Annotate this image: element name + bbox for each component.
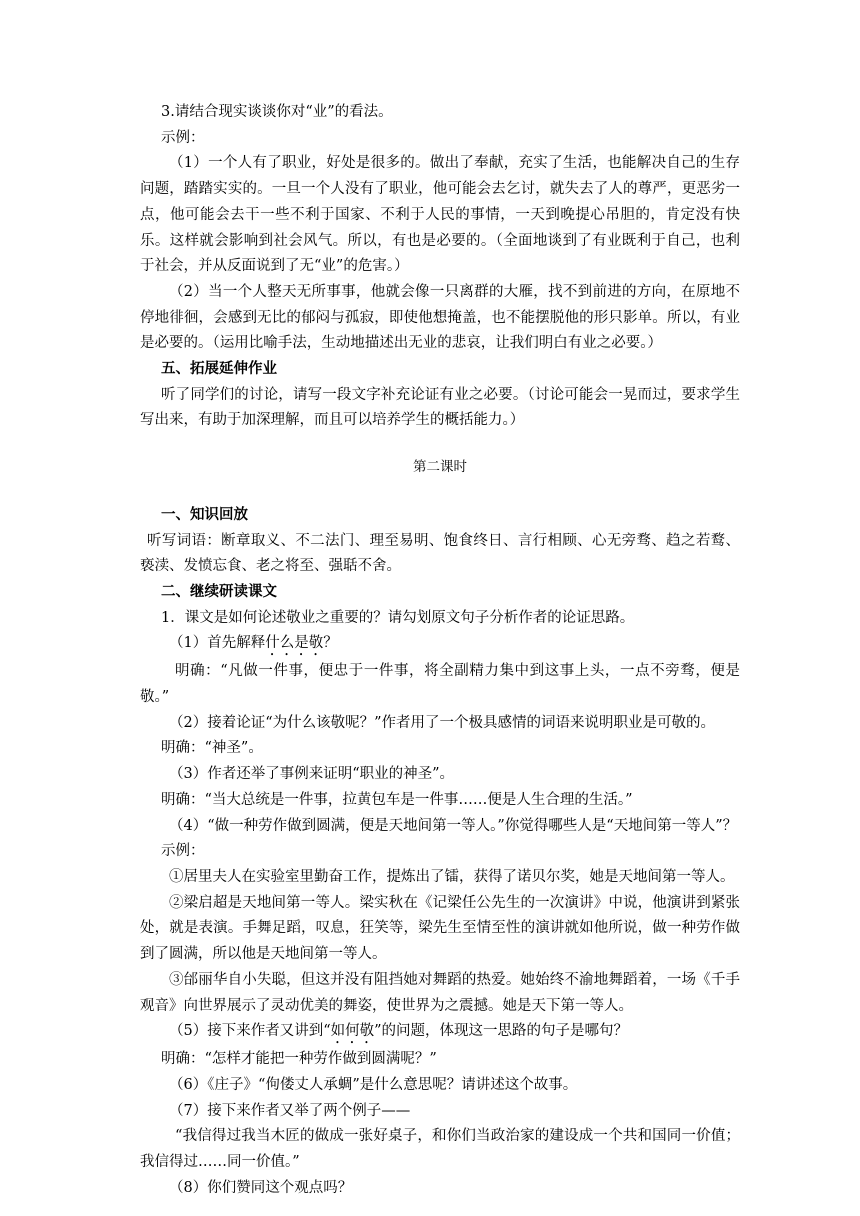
question-1-5-suffix: ”的问题，体现这一思路的句子是哪句？	[374, 1023, 629, 1040]
question-1-1	[140, 631, 740, 659]
extension-task-paragraph: 听了同学们的讨论，请写一段文字补充论证有业之必要。（讨论可能会一晃而过，要求学生写出来，有助于加深理解，而且可以培养学生的概括能力。）	[140, 386, 740, 429]
question-1-7: （7）接下来作者又举了两个例子——	[169, 1102, 411, 1119]
answer-1-1: 明确：“凡做一件事，便忠于一件事，将全副精力集中到这事上头，一点不旁骛，便是敬。”	[140, 663, 740, 706]
example-label-2: 示例：	[161, 843, 205, 860]
section-heading-extension: 五、拓展延伸作业	[161, 361, 277, 378]
question-1-4: （4）“做一种劳作做到圆满，便是天地间第一等人。”你觉得哪些人是“天地间第一等人”？	[169, 817, 738, 834]
question-1: 1．课文是如何论述敬业之重要的？请勾划原文句子分析作者的论证思路。	[161, 609, 635, 626]
example-paragraph-1: （1）一个人有了职业，好处是很多的。做出了奉献，充实了生活，也能解决自己的生存问题，踏踏实实的。一旦一个人没有了职业，他可能会去乞讨，就失去了人的尊严，更恶劣一点，他可能会去干一些不利于国家、不利于人民的事情，一天到晚提心吊胆的，肯定没有快乐。这样就会影响到社会风气。所以，有也是必要的。（全面地谈到了有业既利于自己，也利于社会，并从反面说到了无“业”的危害。）	[140, 155, 740, 275]
example-paragraph-2: （2）当一个人整天无所事事，他就会像一只离群的大雁，找不到前进的方向，在原地不停地徘徊，会感到无比的郁闷与孤寂，即使他想掩盖，也不能摆脱他的形只影单。所以，有业是必要的。（运用比喻手法，生动地描述出无业的悲哀，让我们明白有业之必要。）	[140, 283, 740, 352]
question-3: 3.请结合现实谈谈你对“业”的看法。	[161, 104, 393, 120]
example-tai: ③邰丽华自小失聪，但这并没有阻挡她对舞蹈的热爱。她始终不渝地舞蹈着，一场《千手观音》向世界展示了灵动优美的舞姿，使世界为之震撼。她是天下第一等人。	[140, 971, 740, 1014]
example-liang: ②梁启超是天地间第一等人。梁实秋在《记梁任公先生的一次演讲》中说，他演讲到紧张处，就是表演。手舞足蹈，叹息，狂笑等，梁先生至情至性的演讲就如他所说，做一种劳作做到了圆满，所以他是天地间第一等人。	[140, 894, 740, 963]
lesson-title: 第二课时	[413, 459, 467, 476]
dictation-paragraph: 听写词语：断章取义、不二法门、理至易明、饱食终日、言行相顾、心无旁骛、趋之若鹜、亵渎、发愤忘食、老之将至、强聒不舍。	[140, 532, 740, 575]
document-page	[140, 100, 740, 1201]
question-1-3: （3）作者还举了事例来证明“职业的神圣”。	[169, 766, 455, 783]
answer-1-5: 明确：“怎样才能把一种劳作做到圆满呢？”	[161, 1051, 437, 1068]
answer-1-2: 明确：“神圣”。	[161, 740, 263, 757]
example-curie: ①居里夫人在实验室里勤奋工作，提炼出了镭，获得了诺贝尔奖，她是天地间第一等人。	[169, 868, 735, 885]
question-1-8: （8）你们赞同这个观点吗？	[169, 1179, 353, 1196]
section-heading-continue: 二、继续研读课文	[161, 583, 277, 600]
question-1-2: （2）接着论证“为什么该敬呢？”作者用了一个极具感情的词语来说明职业是可敬的。	[169, 714, 716, 731]
emphasized-text: 如何敬	[330, 1023, 375, 1040]
quote-paragraph: “我信得过我当木匠的做成一张好桌子，和你们当政治家的建设成一个共和国同一价值；我信得过……同一价值。”	[140, 1128, 740, 1171]
question-1-5-prefix: （5）接下来作者又讲到“	[169, 1023, 331, 1040]
question-1-1-suffix: ？	[323, 635, 338, 652]
emphasized-text: 什么是敬	[265, 635, 324, 652]
question-1-5	[140, 1019, 740, 1047]
section-heading-review: 一、知识回放	[161, 506, 248, 523]
answer-1-3: 明确：“当大总统是一件事，拉黄包车是一件事……便是人生合理的生活。”	[161, 791, 633, 808]
example-label: 示例：	[161, 129, 205, 146]
question-1-6: （6）《庄子》“佝偻丈人承蜩”是什么意思呢？请讲述这个故事。	[169, 1076, 578, 1093]
question-1-1-prefix: （1）首先解释	[169, 635, 266, 652]
